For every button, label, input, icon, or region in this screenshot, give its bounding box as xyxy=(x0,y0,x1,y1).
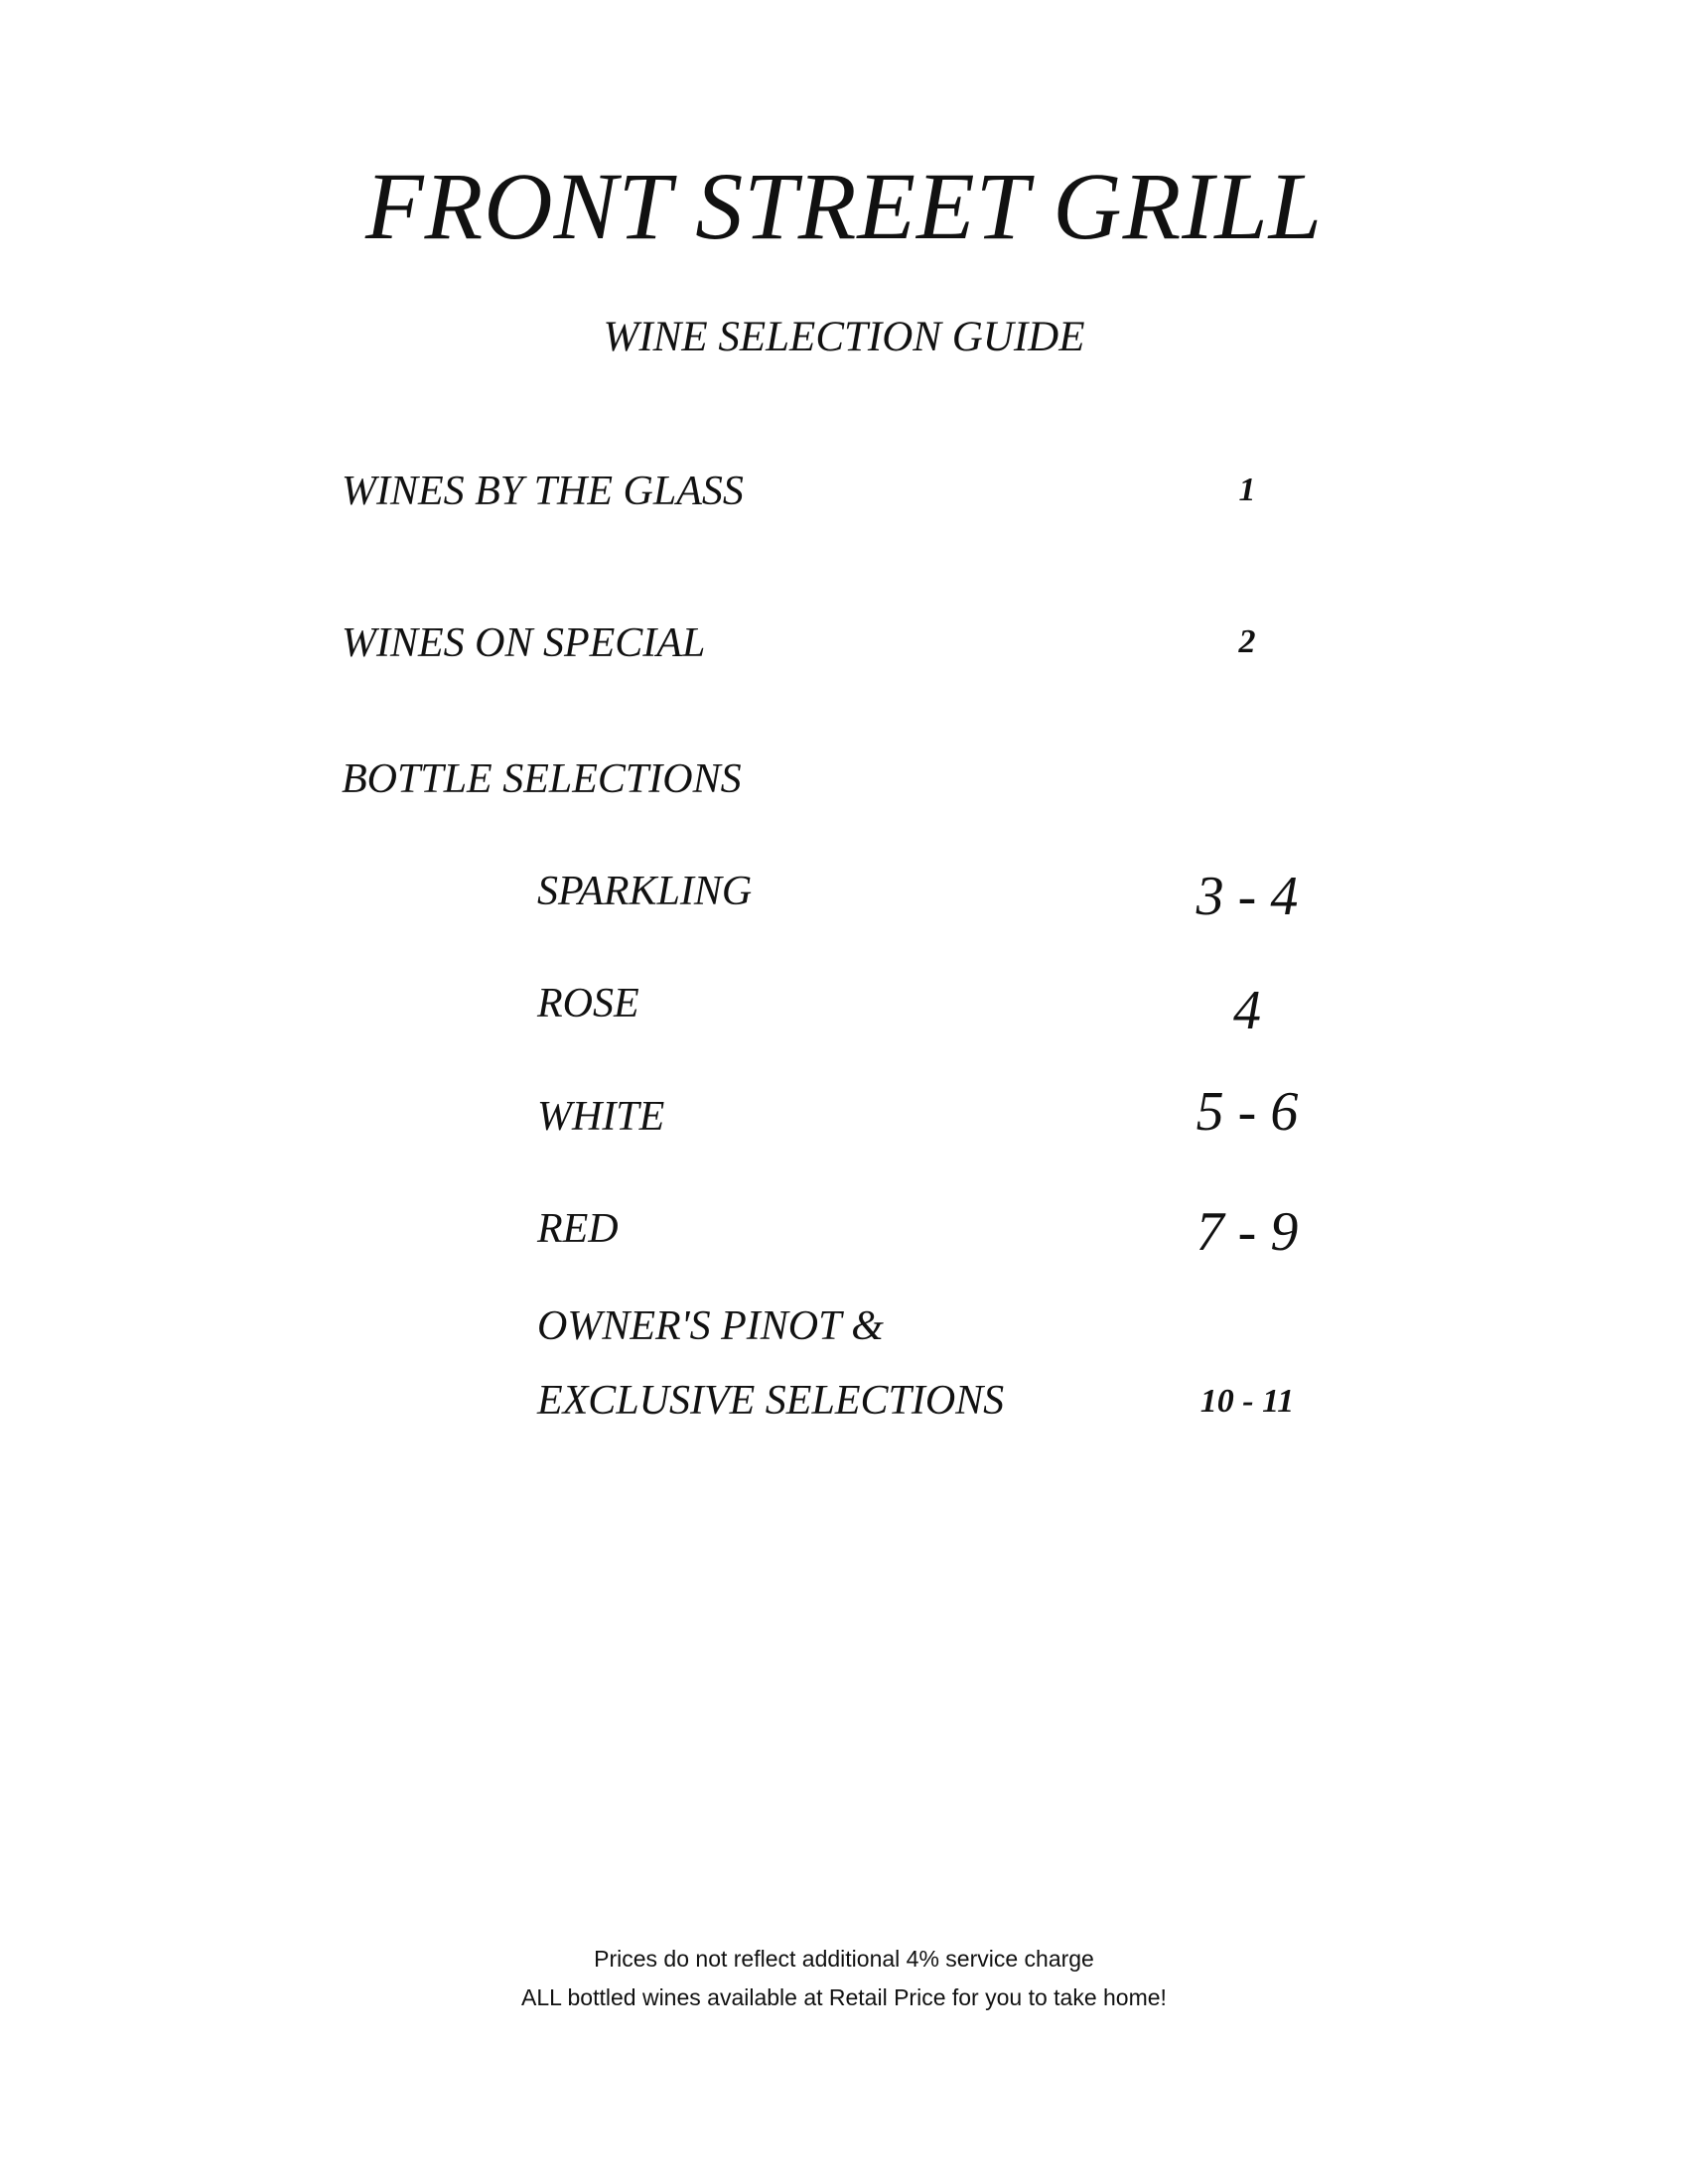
page-subtitle: WINE SELECTION GUIDE xyxy=(603,314,1085,360)
footer-service-charge-note: Prices do not reflect additional 4% service charge xyxy=(594,1946,1094,1972)
bottle-page-sparkling: 3 - 4 xyxy=(1196,866,1299,927)
bottle-page-red: 7 - 9 xyxy=(1196,1201,1299,1263)
section-label-by-the-glass: WINES BY THE GLASS xyxy=(342,469,744,514)
bottle-label-red: RED xyxy=(537,1206,619,1252)
page-title: FRONT STREET GRILL xyxy=(365,153,1323,259)
footer-retail-note: ALL bottled wines available at Retail Price for you to take home! xyxy=(521,1984,1167,2010)
bottle-label-rose: ROSE xyxy=(537,981,639,1026)
section-page-on-special: 2 xyxy=(1238,623,1256,660)
section-label-on-special: WINES ON SPECIAL xyxy=(342,620,706,666)
bottle-page-white: 5 - 6 xyxy=(1196,1081,1299,1143)
bottle-label-owners-line1: OWNER'S PINOT & xyxy=(537,1303,884,1349)
bottle-label-sparkling: SPARKLING xyxy=(537,869,753,914)
bottle-page-owners: 10 - 11 xyxy=(1199,1383,1295,1420)
bottle-label-owners-line2: EXCLUSIVE SELECTIONS xyxy=(537,1378,1005,1424)
section-label-bottle-selections: BOTTLE SELECTIONS xyxy=(342,756,742,802)
bottle-label-white: WHITE xyxy=(537,1094,665,1140)
bottle-page-rose: 4 xyxy=(1233,980,1261,1041)
section-page-by-the-glass: 1 xyxy=(1238,472,1256,508)
